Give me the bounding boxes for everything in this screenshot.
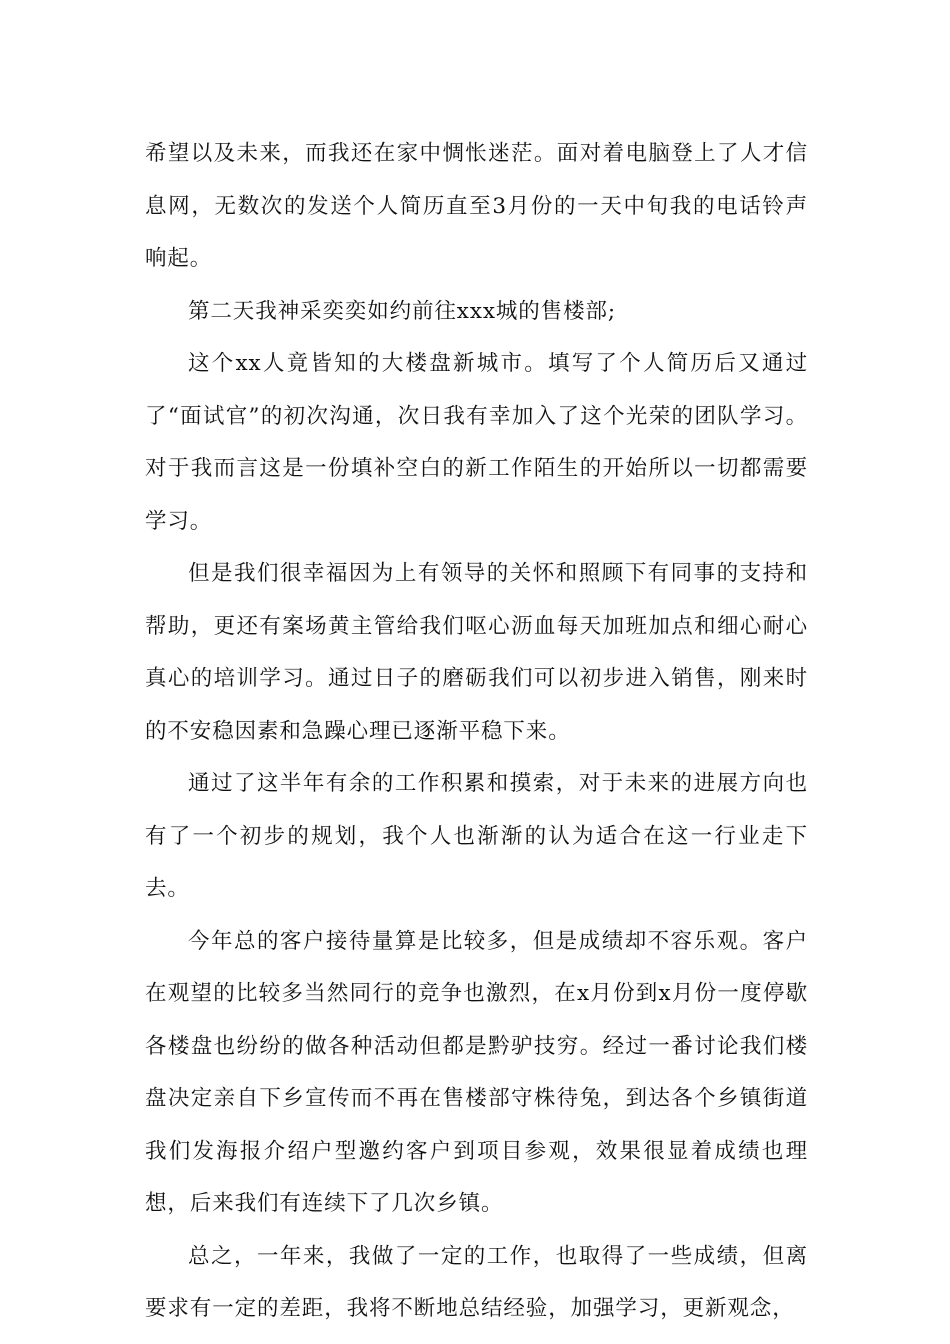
document-body bbox=[145, 128, 808, 1336]
paragraph-3: 这个xx人竟皆知的大楼盘新城市。填写了个人简历后又通过了“面试官”的初次沟通，次日我有幸加入了这个光荣的团队学习。对于我而言这是一份填补空白的新工作陌生的开始所以一切都需要学习。 bbox=[145, 351, 808, 534]
paragraph-7: 总之，一年来，我做了一定的工作，也取得了一些成绩，但离要求有一定的差距，我将不断地总结经验，加强学习，更新观念， bbox=[145, 1243, 808, 1321]
paragraph-1: 希望以及未来，而我还在家中惆怅迷茫。面对着电脑登上了人才信息网，无数次的发送个人简历直至3月份的一天中旬我的电话铃声响起。 bbox=[145, 141, 808, 271]
paragraph-6: 今年总的客户接待量算是比较多，但是成绩却不容乐观。客户在观望的比较多当然同行的竞争也激烈，在x月份到x月份一度停歇各楼盘也纷纷的做各种活动但都是黔驴技穷。经过一番讨论我们楼盘决定亲自下乡宣传而不再在售楼部守株待兔，到达各个乡镇街道我们发海报介绍户型邀约客户到项目参观，效果很显着成绩也理想，后来我们有连续下了几次乡镇。 bbox=[145, 928, 808, 1216]
paragraph-5: 通过了这半年有余的工作积累和摸索，对于未来的进展方向也有了一个初步的规划，我个人也渐渐的认为适合在这一行业走下去。 bbox=[145, 771, 808, 901]
paragraph-4: 但是我们很幸福因为上有领导的关怀和照顾下有同事的支持和帮助，更还有案场黄主管给我们呕心沥血每天加班加点和细心耐心真心的培训学习。通过日子的磨砺我们可以初步进入销售，刚来时的不安稳因素和急躁心理已逐渐平稳下来。 bbox=[145, 561, 808, 744]
paragraph-2: 第二天我神采奕奕如约前往xxx城的售楼部; bbox=[188, 298, 617, 324]
